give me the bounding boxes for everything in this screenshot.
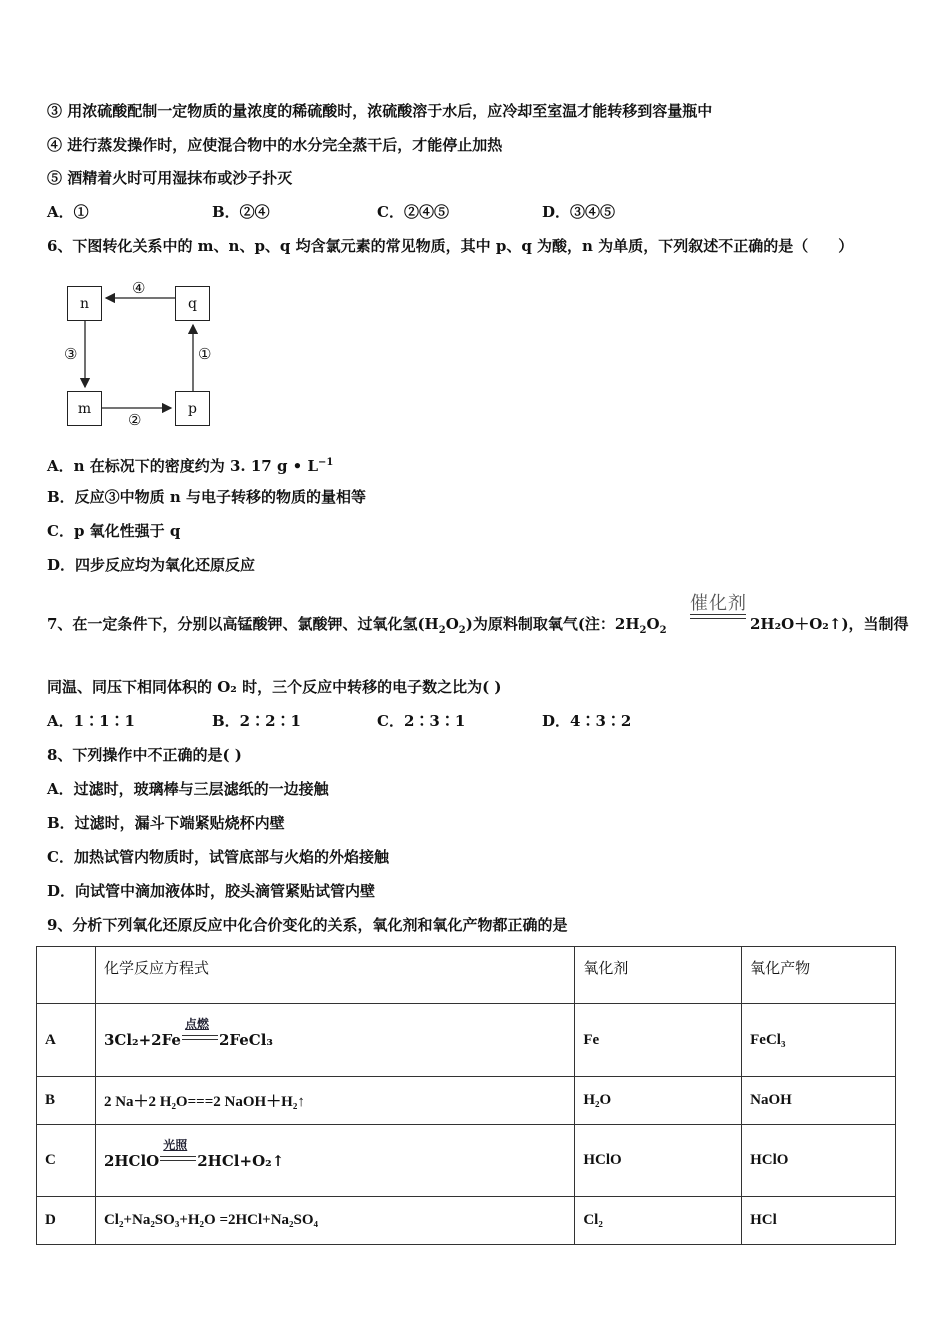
q5-option-b: B．②④ <box>212 203 270 221</box>
q8-stem: 8、下列操作中不正确的是( ) <box>47 746 242 764</box>
q7-option-b: B．2∶2∶1 <box>212 712 301 730</box>
condition-light-label: 光照 <box>163 1137 188 1152</box>
table-row <box>37 1125 896 1197</box>
statement-3: ③ 用浓硫酸配制一定物质的量浓度的稀硫酸时，浓硫酸溶于水后，应冷却至室温才能转移到容量瓶中 <box>47 102 713 120</box>
q8-option-a: A．过滤时，玻璃棒与三层滤纸的一边接触 <box>47 780 329 798</box>
diagram-arrows <box>0 0 260 450</box>
step-1-label: ① <box>198 345 212 363</box>
header-oxidation-product: 氧化产物 <box>742 947 896 1004</box>
row-equation <box>95 1125 574 1197</box>
q7-stem-part4: O <box>646 615 660 633</box>
row-oxidation-product: HCl <box>742 1197 896 1245</box>
row-oxidation-product: FeCl₃ <box>742 1004 896 1077</box>
node-p: p <box>175 391 210 426</box>
q7-stem-line2: 同温、同压下相同体积的 O₂ 时，三个反应中转移的电子数之比为( ) <box>47 678 502 696</box>
row-label: D <box>37 1197 96 1245</box>
table-row <box>37 1197 896 1245</box>
equation-rhs: 2FeCl₃ <box>218 1031 273 1049</box>
equation-rhs: 2HCl+O₂↑ <box>197 1151 285 1170</box>
reaction-table <box>36 946 896 1245</box>
statement-5: ⑤ 酒精着火时可用湿抹布或沙子扑灭 <box>47 169 293 187</box>
header-equation: 化学反应方程式 <box>95 947 574 1004</box>
q7-option-c: C．2∶3∶1 <box>377 712 466 730</box>
catalyst-equals-sign <box>690 614 746 619</box>
row-label: B <box>37 1077 96 1125</box>
q7-stem-part2: O <box>445 615 459 633</box>
q7-sub3: 2 <box>639 625 647 636</box>
q9-stem: 9、分析下列氧化还原反应中化合价变化的关系，氧化剂和氧化产物都正确的是 <box>47 916 568 934</box>
q7-sub2: 2 <box>458 625 466 636</box>
q6-stem: 6、下图转化关系中的 m、n、p、q 均含氯元素的常见物质，其中 p、q 为酸，n 为单质，下列叙述不正确的是（ ） <box>47 237 854 255</box>
node-n: n <box>67 286 102 321</box>
node-m: m <box>67 391 102 426</box>
q6-option-a-text: A．n 在标况下的密度约为 3. 17 g • L <box>47 457 319 475</box>
row-label: A <box>37 1004 96 1077</box>
step-3-label: ③ <box>64 345 78 363</box>
q7-sub1: 2 <box>438 625 446 636</box>
row-oxidant: Cl₂ <box>575 1197 742 1245</box>
row-oxidation-product: HClO <box>742 1125 896 1197</box>
equation-equals <box>160 1137 196 1161</box>
row-equation <box>95 1004 574 1077</box>
q8-option-c: C．加热试管内物质时，试管底部与火焰的外焰接触 <box>47 848 389 866</box>
header-empty-cell <box>37 947 96 1004</box>
table-row <box>37 1077 896 1125</box>
q7-stem <box>47 614 667 641</box>
q7-option-d: D．4∶3∶2 <box>542 712 632 730</box>
node-q: q <box>175 286 210 321</box>
equation-lhs: 3Cl₂+2Fe <box>103 1031 181 1049</box>
row-label: C <box>37 1125 96 1197</box>
q5-option-a: A．① <box>47 203 89 221</box>
row-oxidant: HClO <box>575 1125 742 1197</box>
q7-stem-part3: )为原料制取氧气(注：2H <box>465 615 640 633</box>
equation-lhs: 2HClO <box>103 1151 160 1170</box>
q6-option-c: C．p 氧化性强于 q <box>47 522 181 540</box>
header-oxidant: 氧化剂 <box>575 947 742 1004</box>
table-row <box>37 1004 896 1077</box>
equation-equals <box>182 1017 218 1040</box>
q8-option-b: B．过滤时，漏斗下端紧贴烧杯内壁 <box>47 814 285 832</box>
q7-sub4: 2 <box>659 625 667 636</box>
q7-stem-part1: 7、在一定条件下，分别以高锰酸钾、氯酸钾、过氧化氢(H <box>47 615 439 633</box>
row-oxidant: Fe <box>575 1004 742 1077</box>
q7-option-a: A．1∶1∶1 <box>47 712 135 730</box>
row-equation: 2 Na＋2 H₂O===2 NaOH＋H₂↑ <box>95 1077 574 1125</box>
condition-ignite-label: 点燃 <box>184 1017 209 1031</box>
q6-option-a-sup: −1 <box>318 457 334 468</box>
step-2-label: ② <box>128 411 142 429</box>
table-header-row <box>37 947 896 1004</box>
row-oxidation-product: NaOH <box>742 1077 896 1125</box>
statement-4: ④ 进行蒸发操作时，应使混合物中的水分完全蒸干后，才能停止加热 <box>47 136 503 154</box>
catalyst-label: 催化剂 <box>690 593 747 614</box>
step-4-label: ④ <box>132 279 146 297</box>
q7-stem-end: 2H₂O＋O₂↑)，当制得 <box>750 615 909 633</box>
q5-option-c: C．②④⑤ <box>377 203 449 221</box>
q6-option-a <box>47 453 333 476</box>
q6-option-b: B．反应③中物质 n 与电子转移的物质的量相等 <box>47 488 367 506</box>
catalyst-condition <box>690 589 747 615</box>
q8-option-d: D．向试管中滴加液体时，胶头滴管紧贴试管内壁 <box>47 882 376 900</box>
q6-option-d: D．四步反应均为氧化还原反应 <box>47 556 256 574</box>
q5-option-d: D．③④⑤ <box>542 203 616 221</box>
row-equation: Cl₂+Na₂SO₃+H₂O =2HCl+Na₂SO₄ <box>95 1197 574 1245</box>
row-oxidant: H₂O <box>575 1077 742 1125</box>
